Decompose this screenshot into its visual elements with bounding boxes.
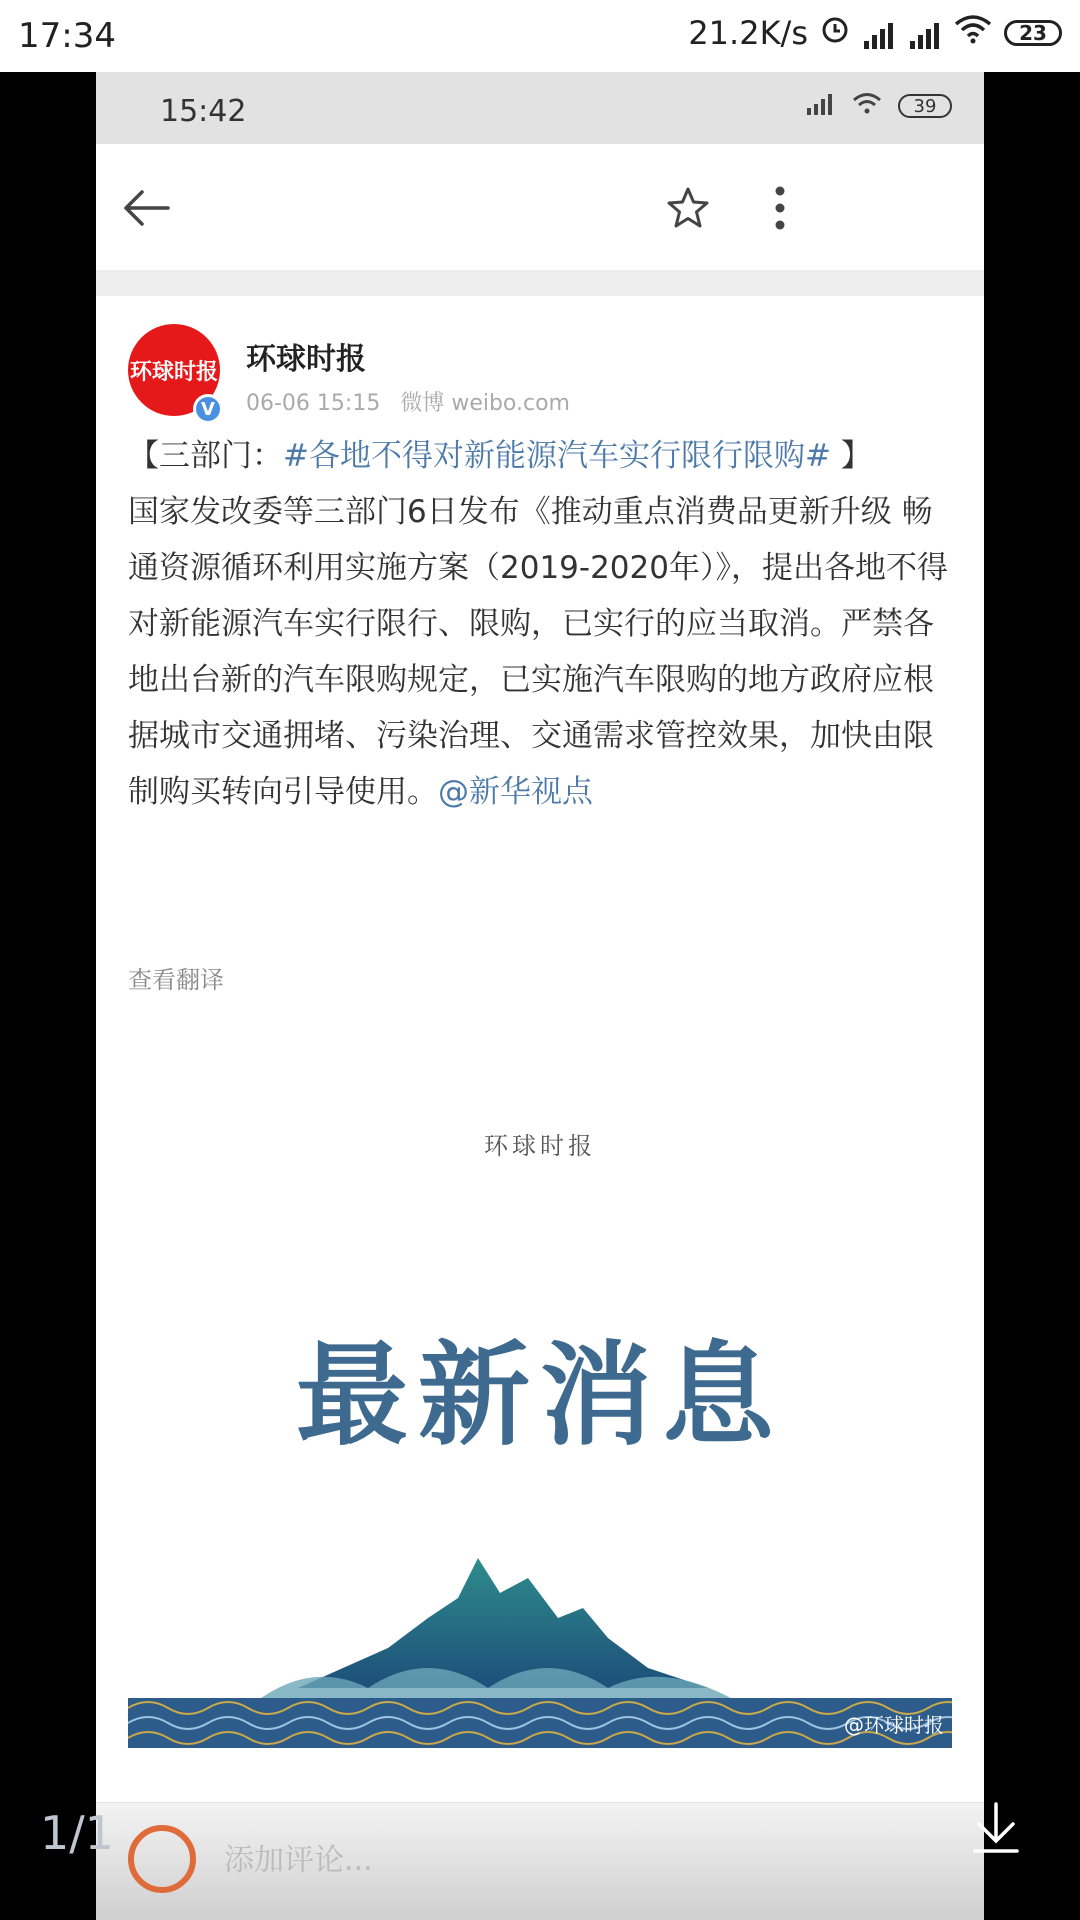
text-bracket: 】 [830, 438, 872, 474]
hashtag-link[interactable]: #各地不得对新能源汽车实行限行限购# [283, 438, 831, 474]
signal-icon [862, 14, 896, 52]
battery-icon: 23 [1004, 20, 1062, 46]
outer-status-icons [688, 14, 1062, 52]
post-image[interactable] [128, 1016, 952, 1748]
post-source: 微博 weibo.com [400, 391, 570, 416]
post-body: 国家发改委等三部门6日发布《推动重点消费品更新升级 畅通资源循环利用实施方案（2019-2020年）》，提出各地不得对新能源汽车实行限行、限购，已实行的应当取消。严禁各地出台新的汽车限购规定，已实施汽车限购的地方政府应根据城市交通拥堵、污染治理、交通需求管控效果，加快由限制购买转向引导使用。 [128, 494, 948, 810]
user-avatar [128, 1825, 196, 1893]
arrow-left-icon [122, 188, 170, 228]
favorite-button[interactable] [656, 176, 720, 240]
outer-status-bar [0, 0, 1080, 72]
verified-badge-icon: V [193, 394, 223, 424]
post-date: 06-06 15:15 [246, 391, 381, 416]
download-button[interactable] [964, 1796, 1028, 1860]
post-meta [246, 386, 570, 417]
signal-icon [908, 14, 942, 52]
comment-bar [96, 1802, 984, 1920]
app-bar [96, 144, 984, 270]
signal-icon [806, 93, 836, 119]
wifi-icon [954, 14, 992, 52]
back-button[interactable] [114, 176, 178, 240]
weibo-post [96, 296, 984, 1920]
wifi-icon [852, 92, 882, 120]
translate-link[interactable]: 查看翻译 [128, 966, 224, 994]
battery-icon: 39 [898, 94, 952, 118]
outer-status-time: 17:34 [18, 16, 116, 56]
image-watermark: @环球时报 [844, 1713, 944, 1737]
comment-input[interactable]: 添加评论... [224, 1843, 373, 1878]
inner-status-time: 15:42 [160, 94, 247, 129]
more-options-button[interactable] [748, 176, 812, 240]
inner-status-bar [96, 72, 984, 144]
mountain-wave-illustration [128, 1538, 952, 1748]
text-prefix: 【三部门： [128, 438, 283, 474]
avatar-logo-text: 环球时报 [129, 358, 218, 385]
divider [96, 270, 984, 296]
mention-link[interactable]: @新华视点 [438, 774, 593, 810]
more-vertical-icon [773, 185, 787, 231]
download-icon [971, 1802, 1021, 1854]
screenshot-viewer [96, 72, 984, 1920]
post-content [128, 428, 958, 820]
net-speed: 21.2K/s [688, 14, 808, 52]
image-title: 最新消息 [296, 1330, 784, 1461]
inner-status-icons [806, 92, 952, 120]
alarm-icon [820, 14, 850, 52]
page-indicator: 1/1 [40, 1806, 115, 1860]
star-icon [665, 185, 711, 231]
author-name[interactable]: 环球时报 [246, 342, 366, 377]
image-logo-text: 环球时报 [484, 1132, 596, 1160]
